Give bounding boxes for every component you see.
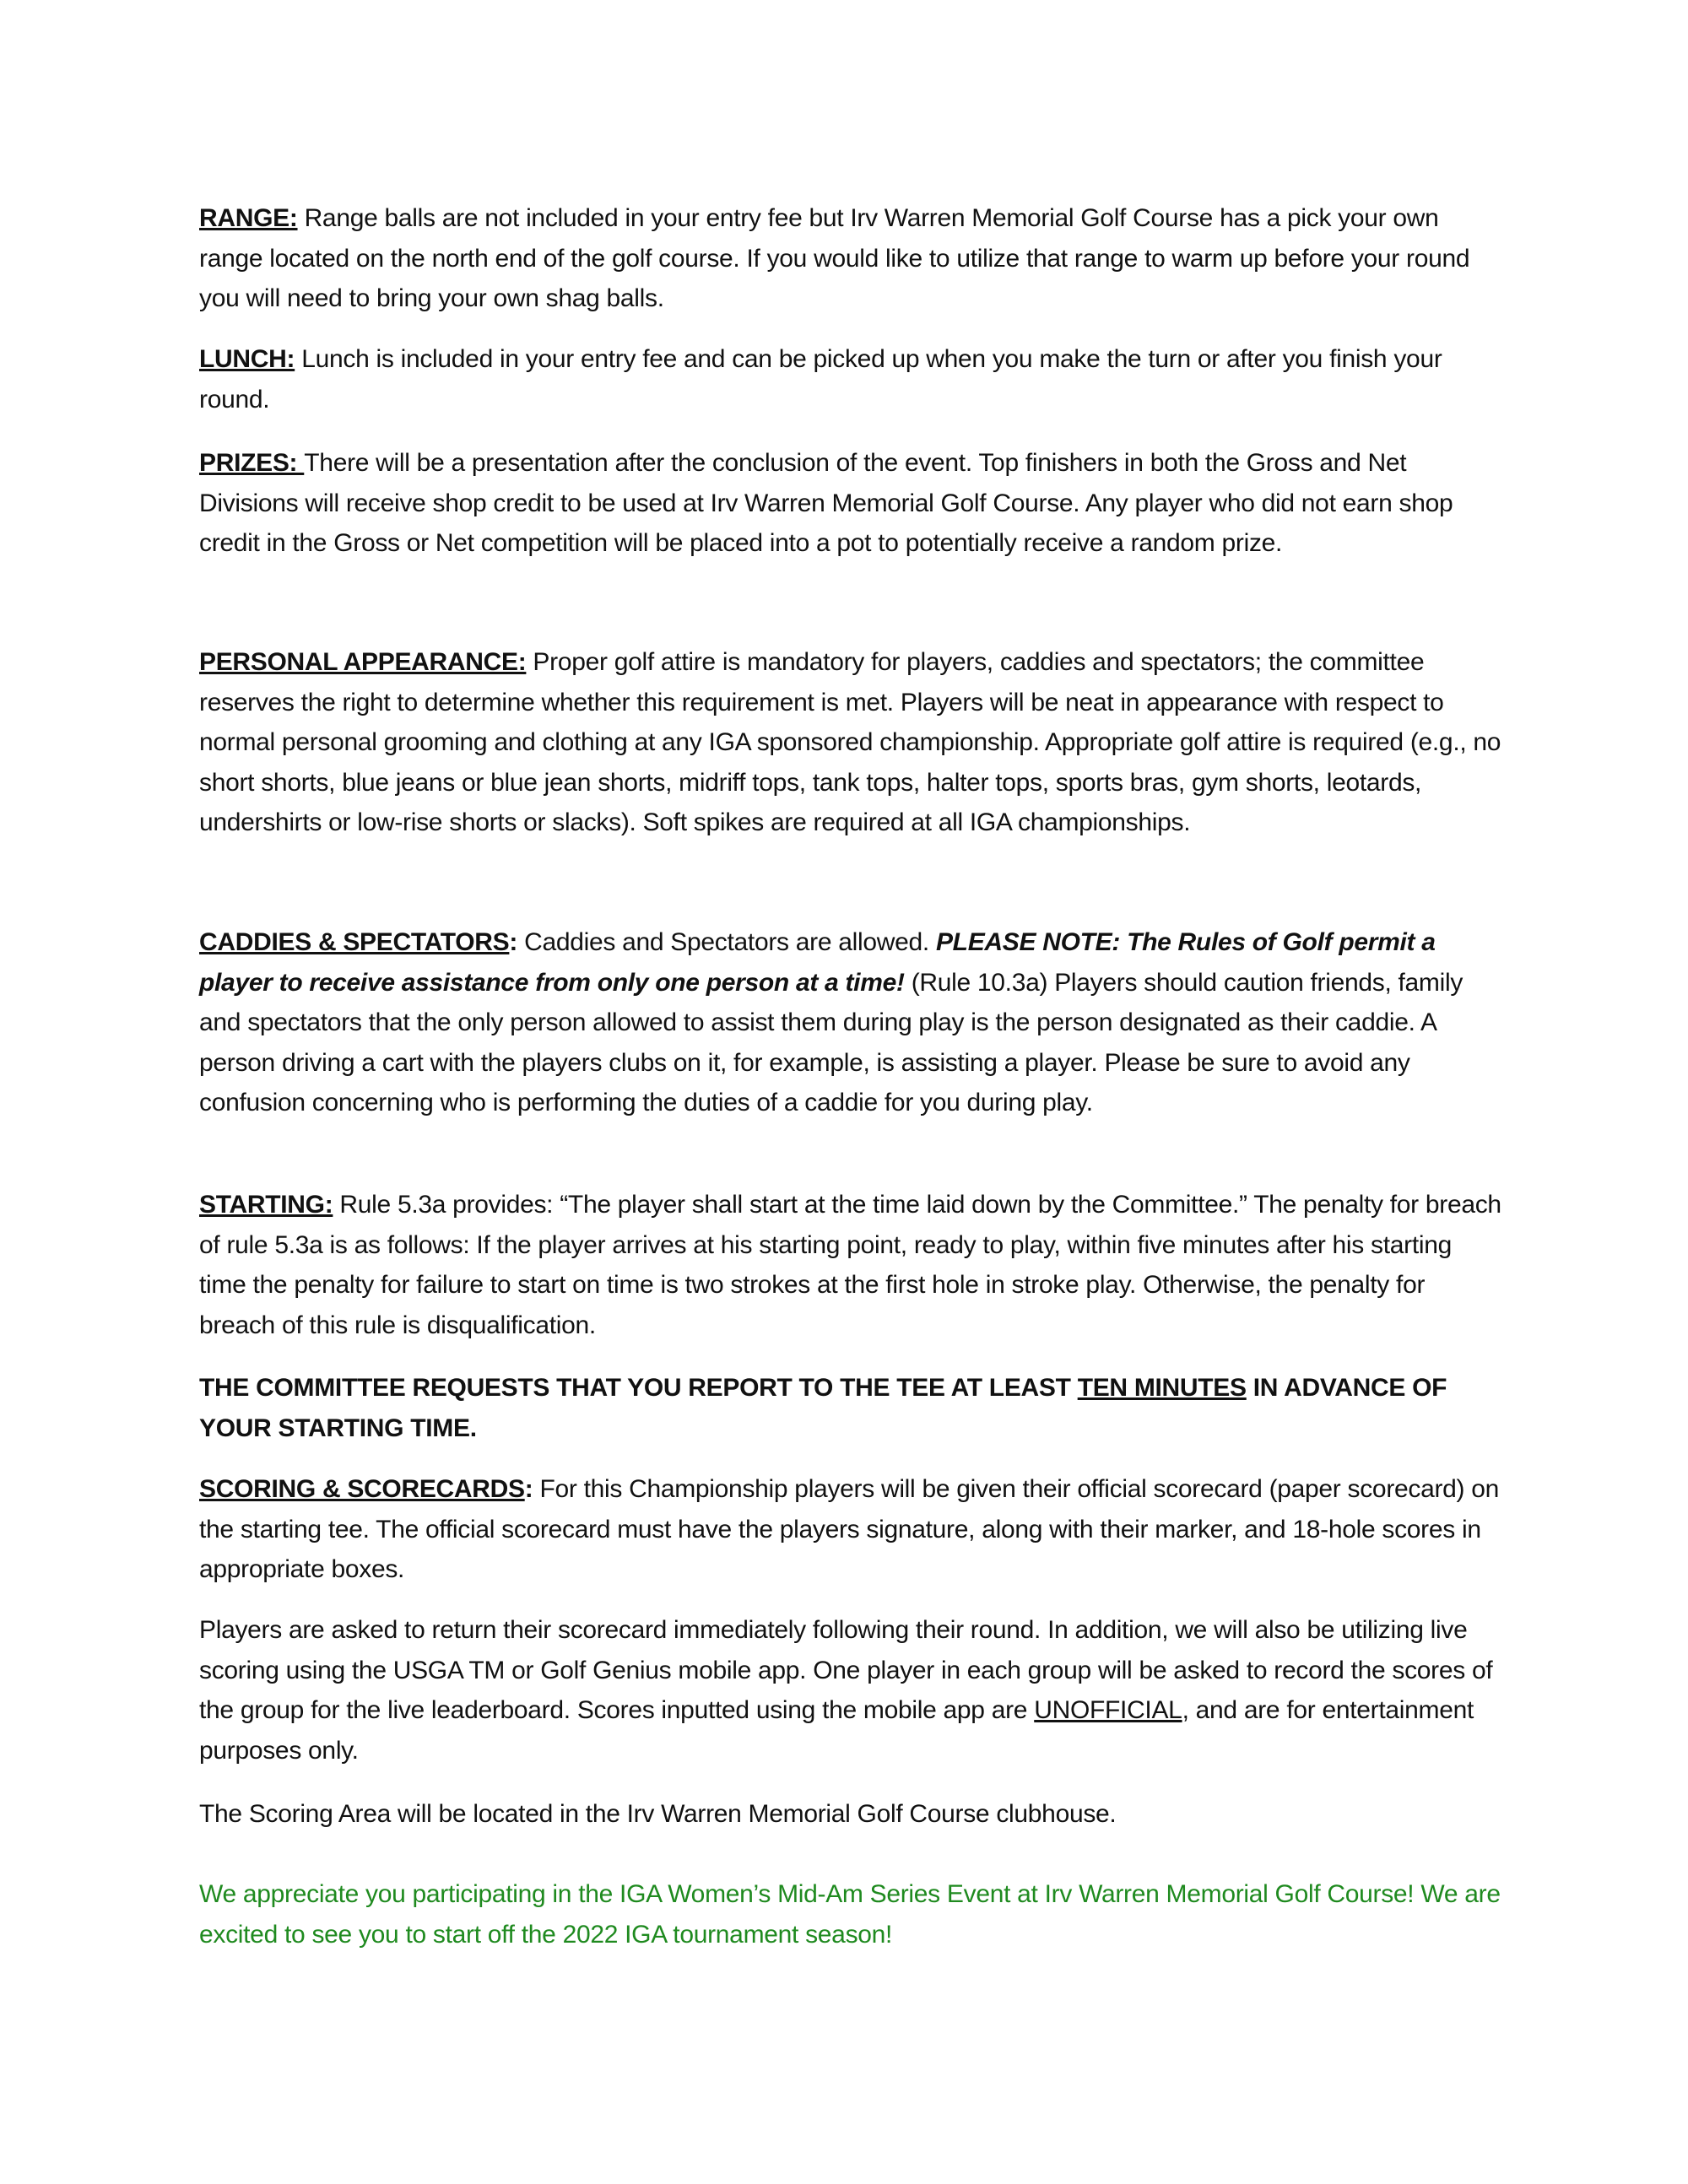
range-text: Range balls are not included in your entry fee but Irv Warren Memorial Golf Course has a pick your own range located on the north end of the golf course. If you would like to utilize that range to warm up before your round you will need to bring your own shag balls.	[199, 204, 1470, 313]
caddies-text-1: Caddies and Spectators are allowed.	[517, 928, 936, 956]
committee-text-2: IN ADVANCE OF YOUR STARTING TIME.	[199, 1374, 1447, 1442]
scoring-area-text: The Scoring Area will be located in the Irv Warren Memorial Golf Course clubhouse.	[199, 1800, 1117, 1828]
closing-message: We appreciate you participating in the IGA Women’s Mid-Am Series Event at Irv Warren Memorial Golf Course! We are excited to see you to start off the 2022 IGA tournament season!	[199, 1880, 1501, 1949]
caddies-paragraph	[199, 922, 1503, 1123]
caddies-text-2: (Rule 10.3a) Players should caution friends, family and spectators that the only person allowed to assist them during play is the person designated as their caddie. A person driving a cart with the players clubs on it, for example, is assisting a player. Please be sure to avoid any confusion concerning who is performing the duties of a caddie for you during play.	[199, 968, 1463, 1117]
committee-notice	[199, 1368, 1503, 1448]
prizes-paragraph	[199, 443, 1503, 564]
caddies-heading: CADDIES & SPECTATORS	[199, 928, 510, 956]
lunch-paragraph	[199, 339, 1503, 419]
committee-text-1: THE COMMITTEE REQUESTS THAT YOU REPORT TO THE TEE AT LEAST	[199, 1374, 1078, 1402]
lunch-text: Lunch is included in your entry fee and can be picked up when you make the turn or after you finish your round.	[199, 345, 1442, 414]
starting-text: Rule 5.3a provides: “The player shall start at the time laid down by the Committee.” The penalty for breach of rule 5.3a is as follows: If the player arrives at his starting point, ready to play, within five minutes after his starting time the penalty for failure to start on time is two strokes at the first hole in stroke play. Otherwise, the penalty for breach of this rule is disqualification.	[199, 1191, 1501, 1339]
lunch-heading: LUNCH:	[199, 345, 295, 373]
appearance-paragraph	[199, 642, 1503, 843]
range-paragraph	[199, 198, 1503, 319]
committee-emphasis: TEN MINUTES	[1077, 1374, 1247, 1402]
unofficial-emphasis: UNOFFICIAL	[1034, 1696, 1182, 1725]
scoring-area-paragraph	[199, 1794, 1503, 1835]
caddies-note: PLEASE NOTE: The Rules of Golf permit a player to receive assistance from only one person at a time!	[199, 928, 1436, 997]
range-heading: RANGE:	[199, 204, 298, 232]
scoring-text: For this Championship players will be given their official scorecard (paper scorecard) on the starting tee. The official scorecard must have the players signature, along with their marker, and 18-hole scores in appropriate boxes.	[199, 1475, 1500, 1584]
players-text-1: Players are asked to return their scorecard immediately following their round. In addition, we will also be utilizing live scoring using the USGA TM or Golf Genius mobile app. One player in each group will be asked to record the scores of the group for the live leaderboard. Scores inputted using the mobile app are	[199, 1616, 1493, 1725]
starting-heading: STARTING:	[199, 1191, 333, 1219]
starting-paragraph	[199, 1185, 1503, 1345]
scoring-colon: :	[524, 1475, 533, 1503]
appearance-heading: PERSONAL APPEARANCE:	[199, 648, 527, 676]
scoring-paragraph	[199, 1469, 1503, 1590]
players-paragraph	[199, 1610, 1503, 1770]
caddies-colon: :	[509, 928, 518, 956]
scoring-heading: SCORING & SCORECARDS	[199, 1475, 525, 1503]
players-text-2: , and are for entertainment purposes only.	[199, 1696, 1474, 1765]
prizes-text: There will be a presentation after the conclusion of the event. Top finishers in both the Gross and Net Divisions will receive shop credit to be used at Irv Warren Memorial Golf Course. Any player who did not earn shop credit in the Gross or Net competition will be placed into a pot to potentially receive a random prize.	[199, 449, 1453, 558]
appearance-text: Proper golf attire is mandatory for players, caddies and spectators; the committee reserves the right to determine whether this requirement is met. Players will be neat in appearance with respect to normal personal grooming and clothing at any IGA sponsored championship. Appropriate golf attire is required (e.g., no short shorts, blue jeans or blue jean shorts, midriff tops, tank tops, halter tops, sports bras, gym shorts, leotards, undershirts or low-rise shorts or slacks). Soft spikes are required at all IGA championships.	[199, 648, 1501, 837]
prizes-heading: PRIZES:	[199, 449, 305, 477]
